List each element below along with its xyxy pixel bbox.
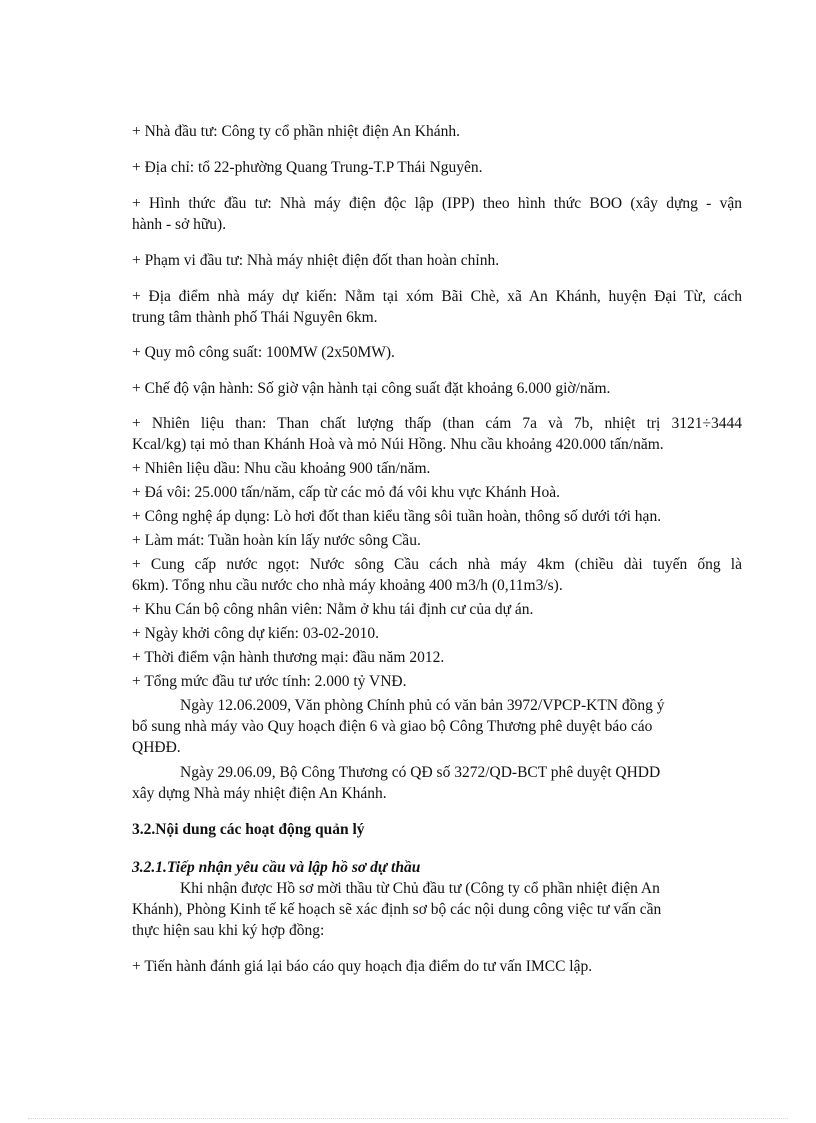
operation-mode-line: + Chế độ vận hành: Số giờ vận hành tại công suất đặt khoảng 6.000 giờ/năm. xyxy=(132,380,611,397)
investor-line: + Nhà đầu tư: Công ty cổ phần nhiệt điện An Khánh. xyxy=(132,123,460,140)
capacity-line: + Quy mô công suất: 100MW (2x50MW). xyxy=(132,344,395,361)
subsection-heading: 3.2.1.Tiếp nhận yêu cầu và lập hồ sơ dự thầu xyxy=(132,859,421,876)
location-line: + Địa điểm nhà máy dự kiến: Nằm tại xóm Bãi Chè, xã An Khánh, huyện Đại Từ, cách xyxy=(132,288,742,305)
paragraph-1-line-3: QHĐĐ. xyxy=(132,739,181,756)
paragraph-1-line-1: Ngày 12.06.2009, Văn phòng Chính phủ có văn bản 3972/VPCP-KTN đồng ý xyxy=(180,697,665,714)
coal-fuel-line-cont: Kcal/kg) tại mỏ than Khánh Hoà và mỏ Núi Hồng. Nhu cầu khoảng 420.000 tấn/năm. xyxy=(132,436,664,453)
evaluation-line: + Tiến hành đánh giá lại báo cáo quy hoạch địa điểm do tư vấn IMCC lập. xyxy=(132,958,593,975)
paragraph-3-line-3: thực hiện sau khi ký hợp đồng: xyxy=(132,922,325,939)
cooling-line: + Làm mát: Tuần hoàn kín lấy nước sông Cầu. xyxy=(132,532,421,549)
paragraph-2-line-2: xây dựng Nhà máy nhiệt điện An Khánh. xyxy=(132,785,387,802)
oil-fuel-line: + Nhiên liệu dầu: Nhu cầu khoảng 900 tấn/năm. xyxy=(132,460,431,477)
start-date-line: + Ngày khởi công dự kiến: 03-02-2010. xyxy=(132,625,380,642)
paragraph-2-line-1: Ngày 29.06.09, Bộ Công Thương có QĐ số 3272/QD-BCT phê duyệt QHDD xyxy=(180,764,661,781)
investment-form-line: + Hình thức đầu tư: Nhà máy điện độc lập (IPP) theo hình thức BOO (xây dựng - vận xyxy=(132,195,742,212)
coal-fuel-line: + Nhiên liệu than: Than chất lượng thấp (than cám 7a và 7b, nhiệt trị 3121÷3444 xyxy=(132,415,742,432)
investment-form-line-cont: hành - sở hữu). xyxy=(132,216,227,233)
location-line-cont: trung tâm thành phố Thái Nguyên 6km. xyxy=(132,309,378,326)
address-line: + Địa chỉ: tổ 22-phường Quang Trung-T.P Thái Nguyên. xyxy=(132,159,483,176)
page-bottom-rule xyxy=(28,1118,788,1119)
paragraph-3-line-1: Khi nhận được Hồ sơ mời thầu từ Chủ đầu tư (Công ty cổ phần nhiệt điện An xyxy=(180,880,660,897)
water-supply-line: + Cung cấp nước ngọt: Nước sông Cầu cách nhà máy 4km (chiều dài tuyến ống là xyxy=(132,556,742,573)
total-investment-line: + Tổng mức đầu tư ước tính: 2.000 tỷ VNĐ. xyxy=(132,673,407,690)
technology-line: + Công nghệ áp dụng: Lò hơi đốt than kiểu tầng sôi tuần hoàn, thông số dưới tới hạn. xyxy=(132,508,662,525)
water-supply-line-cont: 6km). Tổng nhu cầu nước cho nhà máy khoảng 400 m3/h (0,11m3/s). xyxy=(132,577,563,594)
scope-line: + Phạm vi đầu tư: Nhà máy nhiệt điện đốt than hoàn chỉnh. xyxy=(132,252,500,269)
paragraph-1-line-2: bổ sung nhà máy vào Quy hoạch điện 6 và giao bộ Công Thương phê duyệt báo cáo xyxy=(132,718,653,735)
limestone-line: + Đá vôi: 25.000 tấn/năm, cấp từ các mỏ đá vôi khu vực Khánh Hoà. xyxy=(132,484,561,501)
commercial-operation-line: + Thời điểm vận hành thương mại: đầu năm 2012. xyxy=(132,649,445,666)
paragraph-3-line-2: Khánh), Phòng Kinh tế kế hoạch sẽ xác định sơ bộ các nội dung công việc tư vấn cần xyxy=(132,901,662,918)
section-heading: 3.2.Nội dung các hoạt động quản lý xyxy=(132,821,365,838)
staff-area-line: + Khu Cán bộ công nhân viên: Nằm ở khu tái định cư của dự án. xyxy=(132,601,534,618)
